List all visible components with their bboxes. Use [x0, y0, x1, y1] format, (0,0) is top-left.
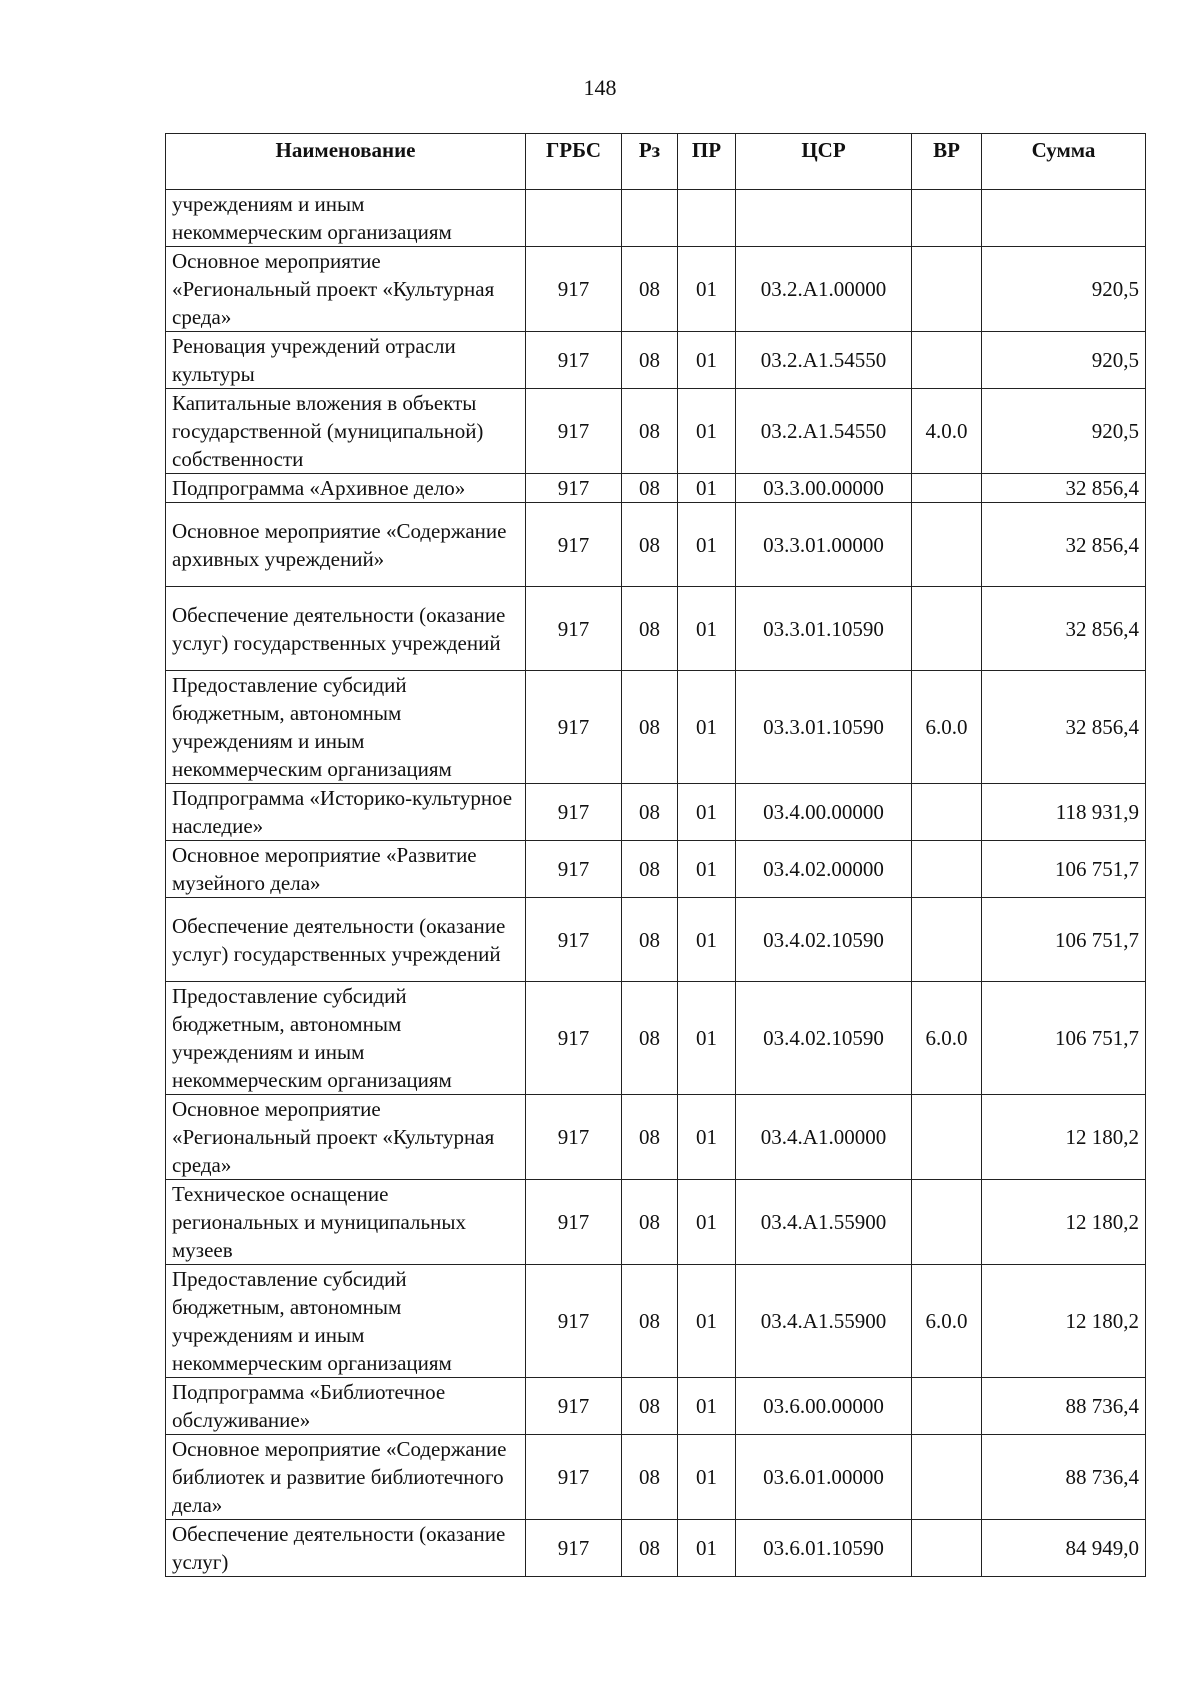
cell-csr: 03.4.02.10590 — [736, 898, 912, 982]
cell-csr: 03.6.01.00000 — [736, 1435, 912, 1520]
table-row — [166, 1378, 1146, 1435]
cell-rz: 08 — [622, 503, 678, 587]
cell-sum: 84 949,0 — [982, 1520, 1146, 1577]
cell-rz: 08 — [622, 898, 678, 982]
cell-pr: 01 — [678, 332, 736, 389]
cell-grbs: 917 — [526, 1435, 622, 1520]
cell-sum: 88 736,4 — [982, 1378, 1146, 1435]
cell-grbs: 917 — [526, 1520, 622, 1577]
cell-csr: 03.3.01.00000 — [736, 503, 912, 587]
cell-pr: 01 — [678, 1265, 736, 1378]
table-row — [166, 1180, 1146, 1265]
cell-csr: 03.4.00.00000 — [736, 784, 912, 841]
cell-csr: 03.6.01.10590 — [736, 1520, 912, 1577]
cell-csr: 03.4.A1.00000 — [736, 1095, 912, 1180]
cell-csr: 03.2.A1.54550 — [736, 389, 912, 474]
table-row — [166, 389, 1146, 474]
cell-vr — [912, 841, 982, 898]
cell-rz: 08 — [622, 587, 678, 671]
cell-sum: 106 751,7 — [982, 982, 1146, 1095]
cell-pr: 01 — [678, 1378, 736, 1435]
cell-grbs: 917 — [526, 898, 622, 982]
cell-rz: 08 — [622, 1095, 678, 1180]
cell-vr — [912, 898, 982, 982]
cell-sum: 32 856,4 — [982, 503, 1146, 587]
cell-sum: 118 931,9 — [982, 784, 1146, 841]
cell-rz: 08 — [622, 1265, 678, 1378]
cell-rz: 08 — [622, 474, 678, 503]
cell-csr: 03.4.02.10590 — [736, 982, 912, 1095]
header-csr: ЦСР — [736, 134, 912, 190]
cell-name: Подпрограмма «Архивное дело» — [166, 474, 526, 503]
cell-grbs: 917 — [526, 982, 622, 1095]
table-row — [166, 1520, 1146, 1577]
cell-pr: 01 — [678, 474, 736, 503]
cell-csr: 03.3.01.10590 — [736, 671, 912, 784]
table-row — [166, 1265, 1146, 1378]
cell-rz: 08 — [622, 389, 678, 474]
cell-sum: 32 856,4 — [982, 671, 1146, 784]
cell-pr: 01 — [678, 1095, 736, 1180]
cell-vr — [912, 784, 982, 841]
cell-csr: 03.3.01.10590 — [736, 587, 912, 671]
cell-name: Обеспечение деятельности (оказание услуг) государственных учреждений — [166, 587, 526, 671]
cell-vr — [912, 503, 982, 587]
cell-pr: 01 — [678, 389, 736, 474]
cell-csr: 03.2.A1.54550 — [736, 332, 912, 389]
header-grbs: ГРБС — [526, 134, 622, 190]
cell-name: Обеспечение деятельности (оказание услуг) — [166, 1520, 526, 1577]
cell-csr: 03.2.A1.00000 — [736, 247, 912, 332]
table-row — [166, 841, 1146, 898]
cell-grbs: 917 — [526, 841, 622, 898]
cell-vr — [912, 474, 982, 503]
cell-name: Капитальные вложения в объекты государственной (муниципальной) собственности — [166, 389, 526, 474]
cell-name: Подпрограмма «Историко-культурное наследие» — [166, 784, 526, 841]
cell-sum: 12 180,2 — [982, 1180, 1146, 1265]
cell-csr: 03.4.A1.55900 — [736, 1180, 912, 1265]
cell-pr: 01 — [678, 587, 736, 671]
table-row — [166, 503, 1146, 587]
cell-grbs: 917 — [526, 389, 622, 474]
cell-vr — [912, 587, 982, 671]
budget-table — [165, 133, 1146, 1577]
table-row — [166, 898, 1146, 982]
cell-grbs: 917 — [526, 474, 622, 503]
cell-grbs: 917 — [526, 1095, 622, 1180]
cell-name: учреждениям и иным некоммерческим организациям — [166, 190, 526, 247]
cell-grbs: 917 — [526, 503, 622, 587]
cell-sum: 920,5 — [982, 247, 1146, 332]
cell-grbs: 917 — [526, 332, 622, 389]
cell-csr: 03.4.02.00000 — [736, 841, 912, 898]
cell-pr: 01 — [678, 841, 736, 898]
header-sum: Сумма — [982, 134, 1146, 190]
cell-csr: 03.4.A1.55900 — [736, 1265, 912, 1378]
cell-name: Реновация учреждений отрасли культуры — [166, 332, 526, 389]
cell-sum: 106 751,7 — [982, 841, 1146, 898]
cell-vr — [912, 1180, 982, 1265]
cell-vr: 6.0.0 — [912, 671, 982, 784]
cell-vr — [912, 247, 982, 332]
cell-pr: 01 — [678, 247, 736, 332]
cell-rz: 08 — [622, 841, 678, 898]
cell-vr — [912, 1378, 982, 1435]
table-row — [166, 671, 1146, 784]
cell-sum: 920,5 — [982, 332, 1146, 389]
cell-name: Обеспечение деятельности (оказание услуг) государственных учреждений — [166, 898, 526, 982]
cell-sum: 32 856,4 — [982, 587, 1146, 671]
cell-rz: 08 — [622, 1378, 678, 1435]
table-row — [166, 332, 1146, 389]
cell-grbs: 917 — [526, 247, 622, 332]
cell-grbs: 917 — [526, 1265, 622, 1378]
header-rz: Рз — [622, 134, 678, 190]
cell-sum: 12 180,2 — [982, 1265, 1146, 1378]
table-row — [166, 247, 1146, 332]
table-body — [166, 190, 1146, 1577]
table-row — [166, 587, 1146, 671]
cell-vr: 6.0.0 — [912, 982, 982, 1095]
cell-grbs: 917 — [526, 1180, 622, 1265]
cell-name: Предоставление субсидий бюджетным, автономным учреждениям и иным некоммерческим организациям — [166, 1265, 526, 1378]
cell-sum: 106 751,7 — [982, 898, 1146, 982]
table-header-row — [166, 134, 1146, 190]
cell-rz: 08 — [622, 247, 678, 332]
table-row — [166, 1435, 1146, 1520]
cell-sum — [982, 190, 1146, 247]
cell-sum: 12 180,2 — [982, 1095, 1146, 1180]
cell-vr: 6.0.0 — [912, 1265, 982, 1378]
cell-name: Основное мероприятие «Региональный проект «Культурная среда» — [166, 247, 526, 332]
cell-grbs: 917 — [526, 671, 622, 784]
cell-name: Основное мероприятие «Развитие музейного дела» — [166, 841, 526, 898]
cell-vr — [912, 332, 982, 389]
cell-pr: 01 — [678, 982, 736, 1095]
cell-pr: 01 — [678, 784, 736, 841]
cell-grbs: 917 — [526, 1378, 622, 1435]
cell-grbs: 917 — [526, 784, 622, 841]
page-number: 148 — [583, 75, 617, 100]
cell-sum: 32 856,4 — [982, 474, 1146, 503]
cell-vr — [912, 190, 982, 247]
cell-rz — [622, 190, 678, 247]
table-row — [166, 190, 1146, 247]
cell-pr: 01 — [678, 898, 736, 982]
table-row — [166, 982, 1146, 1095]
cell-rz: 08 — [622, 1520, 678, 1577]
table-row — [166, 1095, 1146, 1180]
cell-sum: 920,5 — [982, 389, 1146, 474]
cell-csr — [736, 190, 912, 247]
cell-grbs — [526, 190, 622, 247]
cell-name: Техническое оснащение региональных и муниципальных музеев — [166, 1180, 526, 1265]
cell-pr: 01 — [678, 1520, 736, 1577]
cell-pr — [678, 190, 736, 247]
cell-pr: 01 — [678, 671, 736, 784]
cell-pr: 01 — [678, 1435, 736, 1520]
cell-csr: 03.6.00.00000 — [736, 1378, 912, 1435]
cell-rz: 08 — [622, 784, 678, 841]
cell-rz: 08 — [622, 1180, 678, 1265]
header-pr: ПР — [678, 134, 736, 190]
cell-name: Основное мероприятие «Содержание библиотек и развитие библиотечного дела» — [166, 1435, 526, 1520]
cell-name: Предоставление субсидий бюджетным, автономным учреждениям и иным некоммерческим организациям — [166, 671, 526, 784]
cell-csr: 03.3.00.00000 — [736, 474, 912, 503]
cell-name: Подпрограмма «Библиотечное обслуживание» — [166, 1378, 526, 1435]
cell-rz: 08 — [622, 332, 678, 389]
cell-vr — [912, 1095, 982, 1180]
cell-rz: 08 — [622, 1435, 678, 1520]
cell-vr — [912, 1435, 982, 1520]
header-name: Наименование — [166, 134, 526, 190]
cell-sum: 88 736,4 — [982, 1435, 1146, 1520]
cell-pr: 01 — [678, 1180, 736, 1265]
cell-rz: 08 — [622, 982, 678, 1095]
cell-vr — [912, 1520, 982, 1577]
cell-grbs: 917 — [526, 587, 622, 671]
cell-vr: 4.0.0 — [912, 389, 982, 474]
header-vr: ВР — [912, 134, 982, 190]
cell-name: Основное мероприятие «Содержание архивных учреждений» — [166, 503, 526, 587]
cell-name: Основное мероприятие «Региональный проект «Культурная среда» — [166, 1095, 526, 1180]
table-row — [166, 784, 1146, 841]
table-row — [166, 474, 1146, 503]
cell-name: Предоставление субсидий бюджетным, автономным учреждениям и иным некоммерческим организациям — [166, 982, 526, 1095]
cell-pr: 01 — [678, 503, 736, 587]
cell-rz: 08 — [622, 671, 678, 784]
